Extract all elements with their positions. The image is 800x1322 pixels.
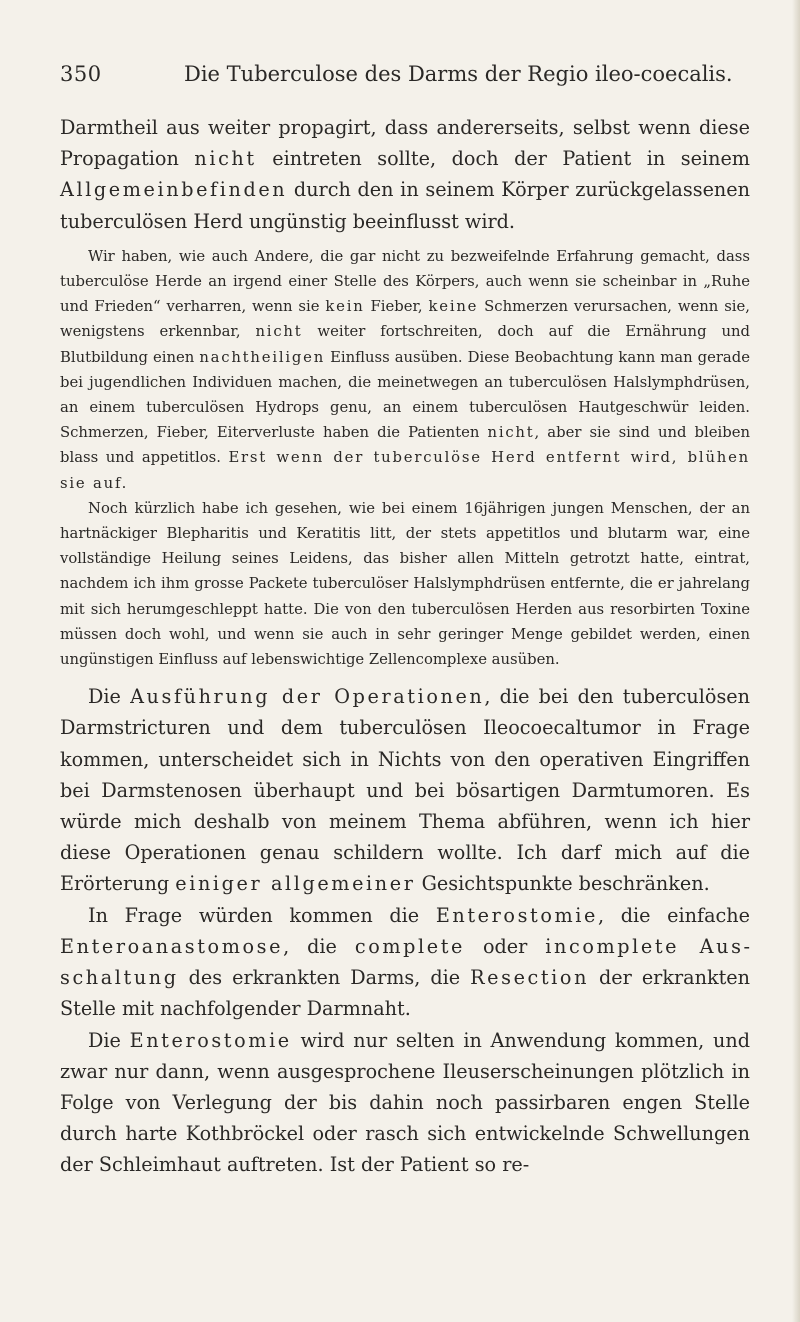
p2-emphasis-1: kein [325, 298, 365, 316]
p1-text: Darmtheil aus weiter propagirt, dass andererseits, selbst wenn diese Propagation [60, 116, 750, 171]
p4-emphasis-1: Ausführung der Operationen [130, 685, 485, 709]
p5-text-5: des erkrankten Darms, die [178, 966, 471, 990]
p2-emphasis-4: nachtheiligen [199, 348, 326, 366]
p2-text-3: Schmerzen verursachen, wenn sie, wenigstens erkennbar, [60, 298, 750, 341]
p4-text-1: Die [88, 685, 131, 709]
p5-emphasis-5: Resection [470, 966, 590, 990]
p6-text-2: wird nur selten in Anwendung kommen, und zwar nur dann, wenn ausgesprochene Ileuserscheinungen plötzlich in Folge von Verlegung der bis dahin noch passirbaren engen Stelle durch harte Kothbröckel oder rasch sich entwickelnde Schwellungen der Schleimhaut auftreten. Ist der Patient so re- [60, 1028, 750, 1177]
p4-text-2: , die bei den tuberculösen Darmstricturen und dem tuberculösen Ileocoecaltumor in Frage kommen, unterscheidet sich in Nichts von den operativen Eingriffen bei Darmstenosen überhaupt und bei bösartigen Darmtumoren. Es würde mich deshalb von meinem Thema abführen, wenn ich hier diese Operationen genau schildern wollte. Ich darf mich auf die Erörterung [60, 685, 751, 896]
paragraph-5 [60, 900, 750, 1025]
running-title: Die Tuberculose des Darms der Regio ileo-coecalis. [184, 62, 733, 86]
p5-text-2: , die einfache [597, 903, 751, 927]
paragraph-4 [60, 681, 750, 899]
p2-text-6: , aber sie sind und bleiben blass und appetitlos. [60, 424, 750, 467]
page-edge [792, 0, 800, 1322]
p2-emphasis-6: Erst wenn der tuberculöse Herd entfernt wird, blühen sie auf. [60, 449, 750, 492]
p5-text-3: , die [283, 934, 355, 958]
p1-emphasis-1: nicht [194, 147, 257, 171]
p2-text-4: weiter fortschreiten, doch auf die Ernährung und Blutbildung einen [60, 323, 750, 366]
p5-text-1: In Frage würden kommen die [88, 903, 436, 927]
p2-text-2: Fieber, [364, 298, 429, 316]
p5-emphasis-2: Enteroanastomose [60, 934, 284, 958]
page-header [60, 62, 740, 92]
paragraph-6 [60, 1025, 750, 1181]
p2-emphasis-2: keine [428, 298, 479, 316]
paragraph-2 [60, 244, 750, 496]
p4-text-3: Gesichtspunkte beschränken. [415, 872, 710, 896]
p5-text-4: oder [465, 934, 546, 958]
p4-emphasis-2: einiger allgemeiner [175, 872, 416, 896]
p2-text-1: Wir haben, wie auch Andere, die gar nicht zu bezweifelnde Erfahrung gemacht, dass tuberculöse Herde an irgend einer Stelle des Körpers, auch wenn sie scheinbar in „Ruhe und Frieden“ verharren, wenn sie [60, 247, 750, 316]
p5-emphasis-4: incomplete Ausschaltung [60, 934, 751, 990]
p2-text-5: Einfluss ausüben. Diese Beobachtung kann man gerade bei jugendlichen Individuen machen, die meinetwegen an tuberculösen Halslymphdrüsen, an einem tuberculösen Hydrops genu, an einem tuberculösen Hautgeschwür leiden. Schmerzen, Fieber, Eiterverluste haben die Patienten [60, 348, 750, 442]
body-text [60, 112, 750, 1181]
p2-emphasis-5: nicht [487, 424, 535, 442]
p5-emphasis-1: Enterostomie [435, 903, 598, 927]
page-number: 350 [60, 62, 102, 86]
p1-text-2: eintreten sollte, doch der Patient in seinem [256, 147, 750, 171]
p5-text-6: der erkrankten Stelle mit nachfolgender Darmnaht. [60, 966, 750, 1021]
p1-text-3: durch den in seinem Körper zurückgelassenen tuberculösen Herd ungünstig beeinflusst wird. [60, 178, 750, 233]
p6-emphasis-1: Enterostomie [129, 1028, 292, 1052]
p1-emphasis-2: Allgemeinbefinden [60, 178, 288, 202]
p2-emphasis-3: nicht [255, 323, 303, 341]
p5-emphasis-3: complete [354, 934, 465, 958]
p6-text-1: Die [88, 1028, 130, 1052]
paragraph-1 [60, 112, 750, 237]
paragraph-3: Noch kürzlich habe ich gesehen, wie bei einem 16jährigen jungen Menschen, der an hartnäckiger Blepharitis und Keratitis litt, der stets appetitlos und blutarm war, eine vollständige Heilung seines Leidens, das bisher allen Mitteln getrotzt hatte, eintrat, nachdem ich ihm grosse Packete tuberculöser Halslymphdrüsen entfernte, die er jahrelang mit sich herumgeschleppt hatte. Die von den tuberculösen Herden aus resorbirten Toxine müssen doch wohl, und wenn sie auch in sehr geringer Menge gebildet werden, einen ungünstigen Einfluss auf lebenswichtige Zellencomplexe ausüben. [60, 499, 750, 669]
